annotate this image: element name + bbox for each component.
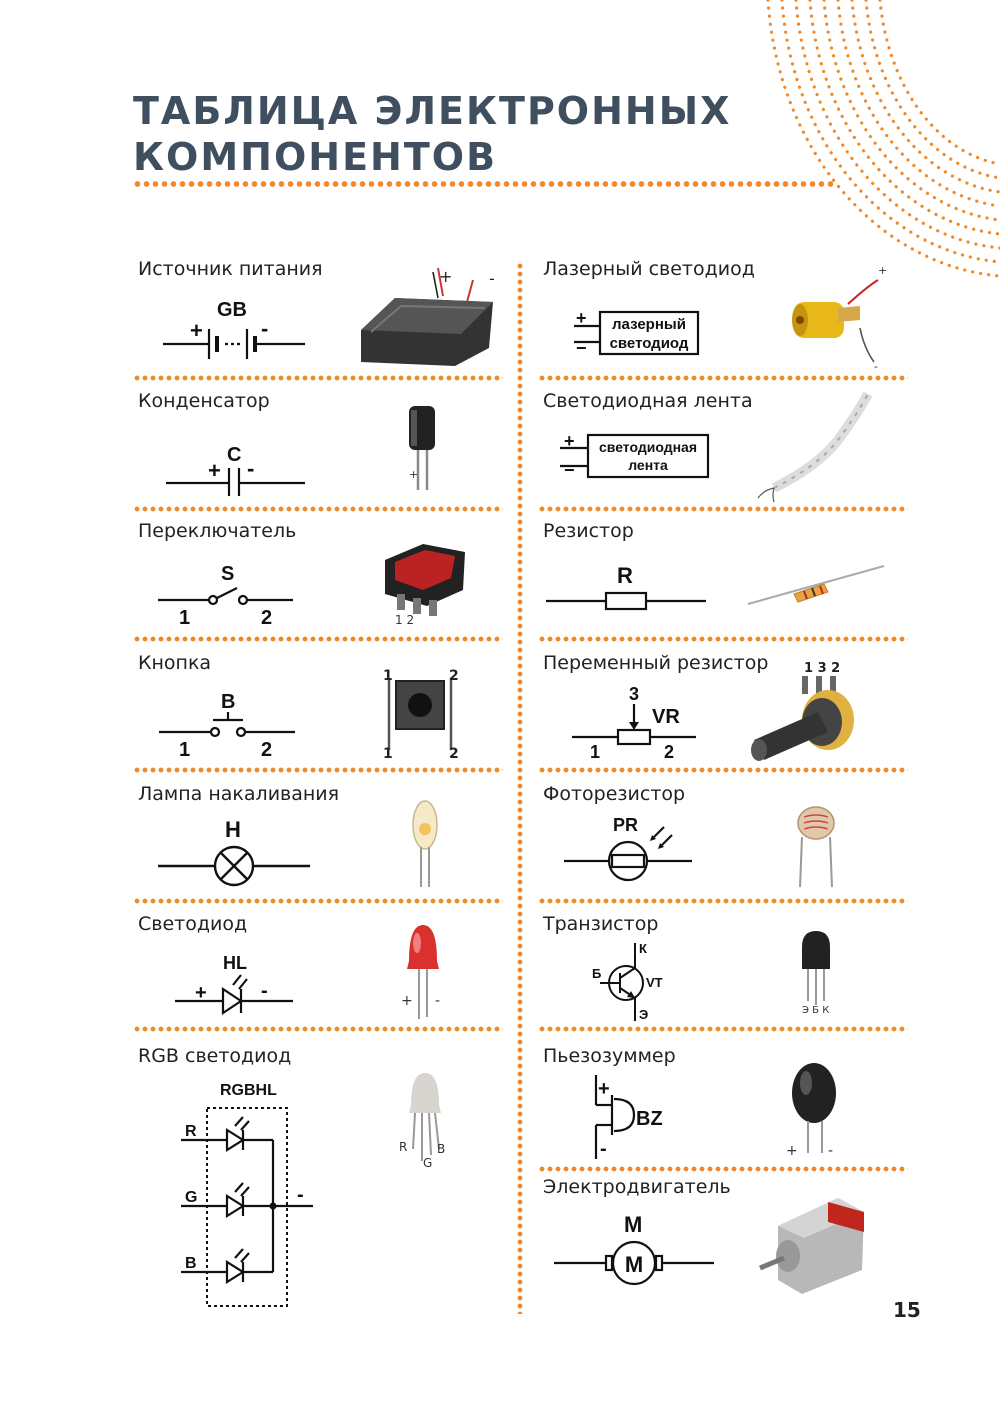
component-label: Лампа накаливания xyxy=(138,783,340,805)
laser-photo-minus: - xyxy=(874,360,878,373)
photoresistor-designator: PR xyxy=(613,815,639,835)
component-resistor xyxy=(538,520,908,640)
led-designator: HL xyxy=(223,953,247,973)
led-strip-photo xyxy=(538,390,908,510)
switch-pin-2: 2 xyxy=(261,607,273,629)
rgb-pin-b: B xyxy=(185,1255,197,1272)
buzzer-minus-sign: - xyxy=(600,1138,607,1160)
led-photo-minus: - xyxy=(435,993,441,1009)
rgb-designator: RGBHL xyxy=(220,1082,277,1099)
component-lamp xyxy=(133,783,503,903)
button-photo-pin-bl: 1 xyxy=(383,746,393,762)
page-title-line-2: КОМПОНЕНТОВ xyxy=(133,135,498,179)
switch-pin-1: 1 xyxy=(179,607,191,629)
switch-designator: S xyxy=(221,563,235,585)
component-label: Конденсатор xyxy=(138,390,270,412)
strip-box-line-1: светодиодная xyxy=(598,439,698,455)
incandescent-lamp-photo xyxy=(133,783,503,903)
rgb-photo-g: G xyxy=(423,1156,433,1170)
varres-pin-2: 2 xyxy=(664,742,675,762)
title-divider xyxy=(133,179,833,189)
motor-designator: M xyxy=(624,1212,643,1237)
rgb-photo-r: R xyxy=(399,1140,408,1154)
laser-photo-plus: + xyxy=(878,264,888,277)
component-capacitor xyxy=(133,390,503,510)
button-pin-2: 2 xyxy=(261,739,273,761)
lamp-designator: H xyxy=(225,817,241,842)
led-photo xyxy=(133,913,503,1033)
row-divider xyxy=(538,898,908,904)
component-label: Кнопка xyxy=(138,652,212,674)
transistor-base: Б xyxy=(592,966,602,981)
page-title xyxy=(133,88,731,180)
component-label: Светодиодная лента xyxy=(543,390,753,412)
page-title-line-1: ТАБЛИЦА ЭЛЕКТРОННЫХ xyxy=(133,89,732,133)
transistor-photo-pins: Э Б К xyxy=(802,1005,830,1016)
component-photoresistor xyxy=(538,783,908,903)
row-divider xyxy=(538,1026,908,1032)
led-photo-plus: + xyxy=(401,993,413,1009)
row-divider xyxy=(538,767,908,773)
laser-minus-sign: − xyxy=(576,338,587,358)
battery-plus-sign: + xyxy=(190,318,203,343)
strip-box-line-2: лента xyxy=(628,457,668,473)
potentiometer-photo-pins: 1 3 2 xyxy=(804,661,841,676)
button-photo-pin-br: 2 xyxy=(449,746,459,762)
component-label: Лазерный светодиод xyxy=(543,258,755,280)
component-transistor xyxy=(538,913,908,1033)
row-divider xyxy=(133,375,503,381)
transistor-designator: VT xyxy=(646,975,663,990)
battery-minus-sign: - xyxy=(261,316,269,341)
rgb-pin-r: R xyxy=(185,1123,197,1140)
buzzer-plus-sign: + xyxy=(598,1078,610,1100)
capacitor-photo xyxy=(133,390,503,510)
row-divider xyxy=(538,375,908,381)
led-plus-sign: + xyxy=(195,982,207,1004)
component-variable-resistor xyxy=(538,652,908,772)
row-divider xyxy=(133,898,503,904)
component-buzzer xyxy=(538,1045,908,1170)
strip-plus-sign: + xyxy=(564,431,575,451)
motor-inner-label: M xyxy=(624,1252,644,1277)
buzzer-photo-minus: - xyxy=(828,1143,834,1159)
rgb-pin-g: G xyxy=(185,1189,198,1206)
tactile-button-photo xyxy=(133,652,503,772)
varres-pin-1: 1 xyxy=(590,742,601,762)
transistor-photo xyxy=(538,913,908,1033)
component-label: Светодиод xyxy=(138,913,248,935)
laser-led-photo xyxy=(538,258,908,378)
component-label: Транзистор xyxy=(543,913,659,935)
component-button xyxy=(133,652,503,772)
component-rgb-led xyxy=(133,1045,503,1315)
component-label: Фоторезистор xyxy=(543,783,686,805)
row-divider xyxy=(133,1026,503,1032)
rgb-photo-b: B xyxy=(437,1142,446,1156)
component-label: Пьезозуммер xyxy=(543,1045,676,1067)
rgb-minus-sign: - xyxy=(297,1184,304,1206)
battery-designator: GB xyxy=(217,299,247,321)
button-photo-pin-tl: 1 xyxy=(383,668,393,684)
varres-pin-3: 3 xyxy=(629,684,640,704)
resistor-photo xyxy=(538,520,908,640)
buzzer-photo xyxy=(538,1045,908,1170)
component-laser-led xyxy=(538,258,908,378)
component-motor xyxy=(538,1176,908,1306)
electric-motor-photo xyxy=(538,1176,908,1306)
laser-box-line-2: светодиод xyxy=(609,335,689,352)
button-pin-1: 1 xyxy=(179,739,191,761)
laser-plus-sign: + xyxy=(576,308,587,328)
component-label: Резистор xyxy=(543,520,634,542)
component-led xyxy=(133,913,503,1033)
laser-box-line-1: лазерный xyxy=(612,316,686,333)
battery-photo-minus: - xyxy=(489,269,495,288)
varres-designator: VR xyxy=(652,706,680,728)
row-divider xyxy=(538,506,908,512)
component-label: Переключатель xyxy=(138,520,297,542)
capacitor-photo-plus: + xyxy=(409,468,419,481)
photoresistor-photo xyxy=(538,783,908,903)
component-label: Источник питания xyxy=(138,258,323,280)
row-divider xyxy=(133,767,503,773)
row-divider xyxy=(133,506,503,512)
buzzer-designator: BZ xyxy=(636,1108,663,1130)
component-led-strip xyxy=(538,390,908,510)
buzzer-photo-plus: + xyxy=(786,1143,798,1159)
battery-holder-photo xyxy=(133,258,503,378)
component-label: RGB светодиод xyxy=(138,1045,292,1067)
column-divider xyxy=(515,262,525,1314)
component-label: Электродвигатель xyxy=(543,1176,731,1198)
battery-photo-plus: + xyxy=(439,267,453,286)
rgb-led-photo xyxy=(133,1045,503,1315)
page-number: 15 xyxy=(893,1298,921,1322)
transistor-emitter: Э xyxy=(639,1007,649,1022)
button-photo-pin-tr: 2 xyxy=(449,668,459,684)
transistor-collector: К xyxy=(639,941,647,956)
row-divider xyxy=(538,1166,908,1172)
potentiometer-photo xyxy=(538,652,908,772)
row-divider xyxy=(538,636,908,642)
switch-photo-pins: 1 2 xyxy=(395,613,415,627)
capacitor-minus-sign: - xyxy=(247,456,255,481)
component-switch xyxy=(133,520,503,640)
strip-minus-sign: − xyxy=(564,460,575,480)
row-divider xyxy=(133,636,503,642)
rocker-switch-photo xyxy=(133,520,503,640)
led-minus-sign: - xyxy=(261,980,268,1002)
component-power-source xyxy=(133,258,503,378)
button-designator: B xyxy=(221,691,236,713)
component-label: Переменный резистор xyxy=(543,652,769,674)
capacitor-designator: C xyxy=(227,444,242,466)
capacitor-plus-sign: + xyxy=(208,458,221,483)
resistor-designator: R xyxy=(617,563,633,588)
